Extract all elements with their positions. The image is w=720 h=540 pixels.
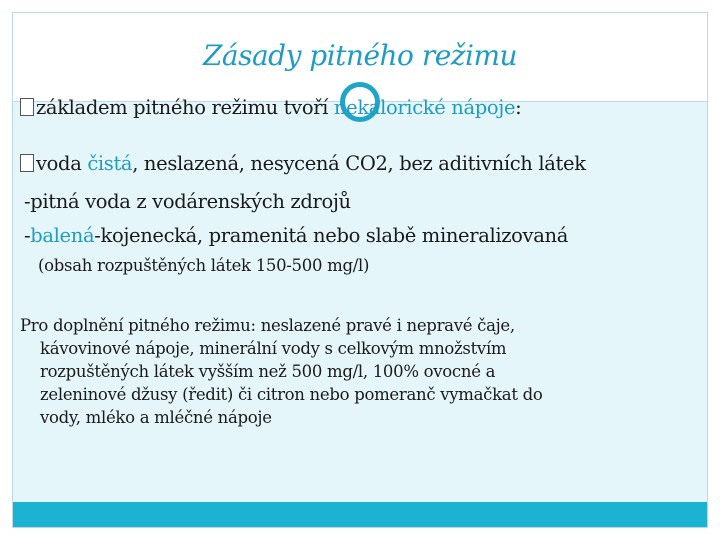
bullet-2-suffix: , neslazená, nesycená CO2, bez aditivních látek bbox=[132, 152, 586, 175]
bullet-item-2 bbox=[20, 152, 586, 175]
subitem-2-suffix: -kojenecká, pramenitá nebo slabě mineralizovaná bbox=[94, 224, 568, 247]
paragraph-line: Pro doplnění pitného režimu: neslazené pravé i nepravé čaje, bbox=[20, 316, 515, 335]
bullet-box-icon bbox=[20, 154, 34, 172]
bullet-item-1 bbox=[20, 96, 521, 119]
subitem-2 bbox=[24, 224, 568, 247]
bullet-2-text: voda bbox=[36, 152, 88, 175]
mineral-note: (obsah rozpuštěných látek 150-500 mg/l) bbox=[38, 256, 370, 275]
bullet-1-suffix: : bbox=[515, 96, 522, 119]
paragraph-line: rozpuštěných látek vyšším než 500 mg/l, 100% ovocné a bbox=[40, 362, 496, 381]
bottom-bar bbox=[13, 502, 707, 527]
subitem-1 bbox=[24, 190, 351, 213]
bullet-box-icon bbox=[20, 98, 34, 116]
subitem-2-prefix: - bbox=[24, 224, 31, 247]
bullet-1-text: základem pitného režimu tvoří bbox=[36, 96, 334, 119]
paragraph-line: zeleninové džusy (ředit) či citron nebo pomeranč vymačkat do bbox=[40, 385, 543, 404]
supplement-paragraph bbox=[20, 314, 680, 429]
slide-title: Zásady pitného režimu bbox=[202, 39, 518, 72]
paragraph-line: kávovinové nápoje, minerální vody s celkovým množstvím bbox=[40, 339, 507, 358]
bullet-1-highlight: nekalorické nápoje bbox=[333, 96, 516, 119]
subitem-2-highlight: balená bbox=[30, 224, 95, 247]
paragraph-line: vody, mléko a mléčné nápoje bbox=[40, 408, 272, 427]
subitem-1-text: -pitná voda z vodárenských zdrojů bbox=[24, 190, 351, 213]
bullet-2-highlight: čistá bbox=[87, 152, 133, 175]
